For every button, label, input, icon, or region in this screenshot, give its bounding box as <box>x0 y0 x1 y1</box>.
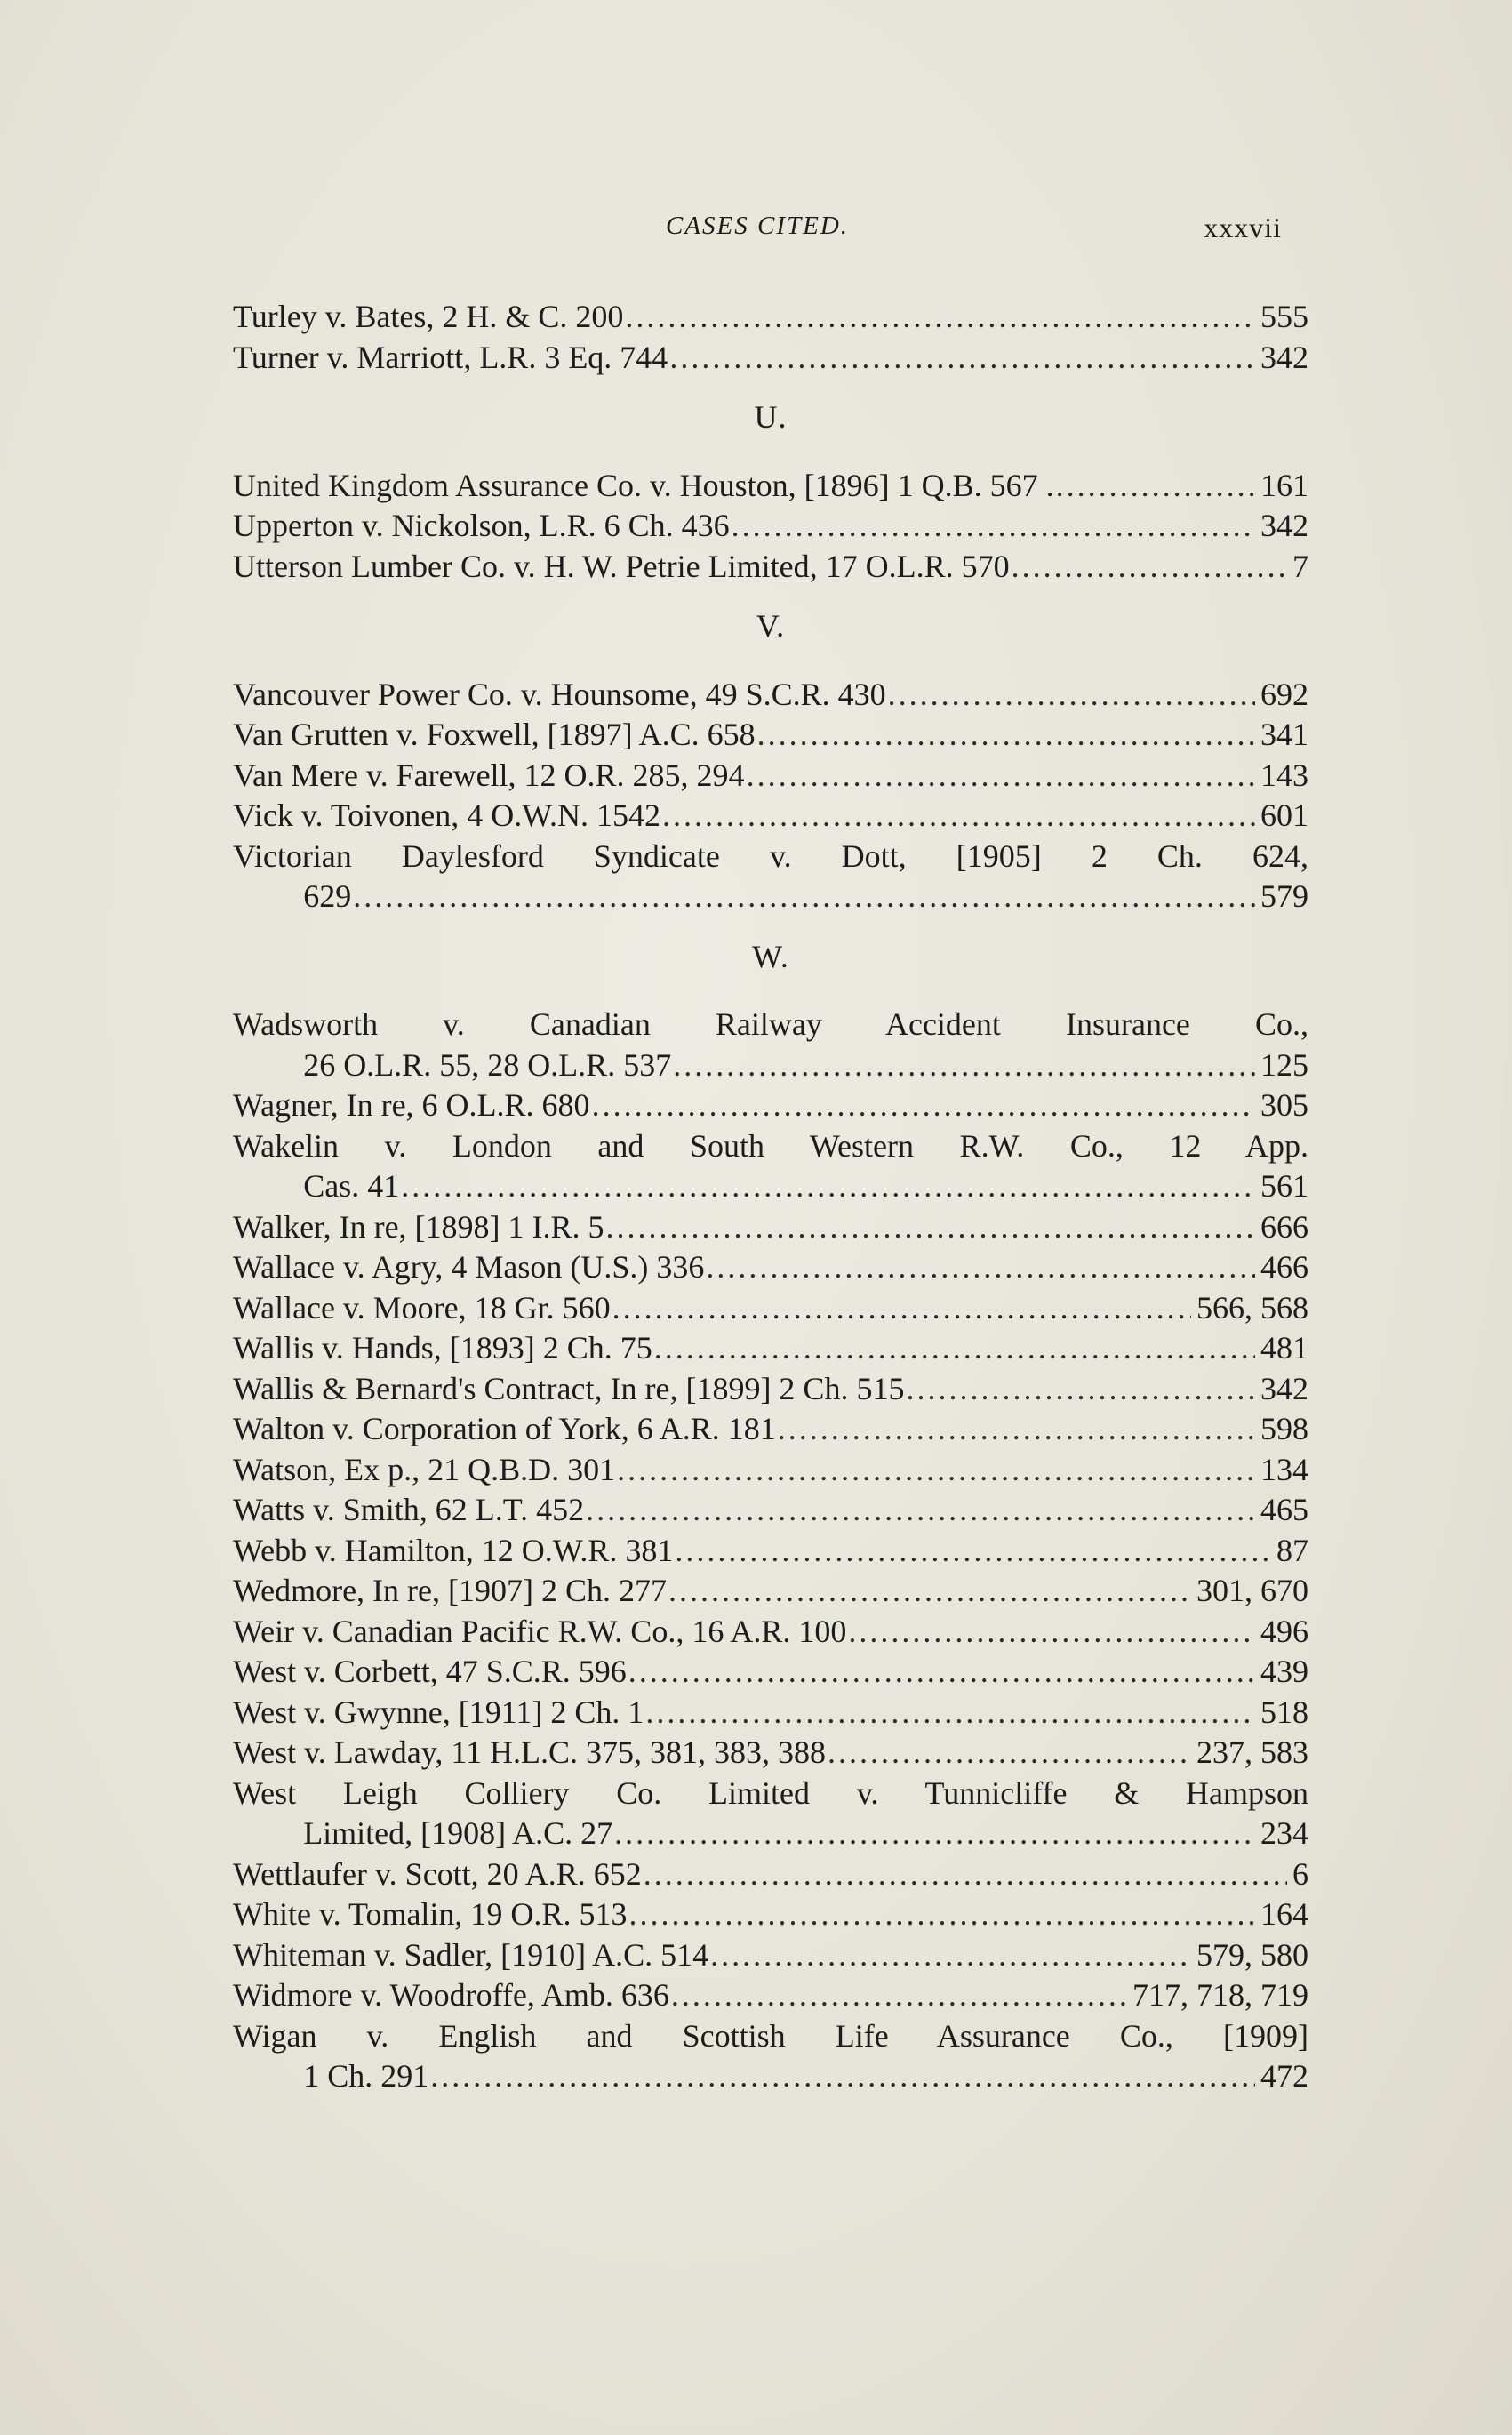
case-text: Victorian Daylesford Syndicate v. Dott, [1905] 2 Ch. 624, <box>233 837 1308 874</box>
case-text: United Kingdom Assurance Co. v. Houston, [1896] 1 Q.B. 567 . <box>233 467 1054 503</box>
page-reference: 87 <box>1276 1532 1308 1568</box>
dot-leader <box>430 2056 1255 2097</box>
page-reference: 579 <box>1260 878 1308 914</box>
case-entry <box>233 1490 1308 1531</box>
page-reference: 496 <box>1260 1613 1308 1649</box>
case-entry <box>233 1126 1308 1207</box>
case-text: West v. Gwynne, [1911] 2 Ch. 1 <box>233 1694 644 1730</box>
case-title-line <box>233 547 1308 588</box>
case-text: Weir v. Canadian Pacific R.W. Co., 16 A.R. 100 <box>233 1613 847 1649</box>
page-reference: 465 <box>1260 1492 1308 1527</box>
case-text: 629 <box>303 878 352 914</box>
case-text: Wakelin v. London and South Western R.W. Co., 12 App. <box>233 1127 1308 1164</box>
dot-leader <box>778 1409 1255 1450</box>
page-reference: 341 <box>1260 717 1308 752</box>
page-reference: 566, 568 <box>1196 1289 1308 1326</box>
page-reference: 237, 583 <box>1196 1734 1308 1770</box>
case-title-line <box>233 297 1308 338</box>
dot-leader <box>614 1814 1255 1854</box>
case-text: Wagner, In re, 6 O.L.R. 680 <box>233 1087 590 1123</box>
case-text: Wadsworth v. Canadian Railway Accident Insurance Co., <box>233 1006 1308 1042</box>
case-text: 1 Ch. 291 <box>303 2058 429 2094</box>
case-entry <box>233 1328 1308 1369</box>
case-text: Wallis v. Hands, [1893] 2 Ch. 75 <box>233 1330 652 1366</box>
case-continuation-line <box>233 2056 1308 2097</box>
case-entry <box>233 1450 1308 1491</box>
case-title-line <box>233 466 1308 507</box>
case-entry <box>233 796 1308 837</box>
dot-leader <box>606 1207 1255 1248</box>
case-text: Whiteman v. Sadler, [1910] A.C. 514 <box>233 1936 709 1973</box>
page-header <box>233 212 1282 256</box>
case-continuation-line <box>233 1045 1308 1086</box>
case-text: Limited, [1908] A.C. 27 <box>303 1815 613 1851</box>
case-text: Vick v. Toivonen, 4 O.W.N. 1542 <box>233 797 660 833</box>
dot-leader <box>732 506 1255 547</box>
page-number: xxxvii <box>1204 212 1282 244</box>
page-reference: 301, 670 <box>1196 1573 1308 1608</box>
case-entry <box>233 1612 1308 1653</box>
dot-leader <box>628 1652 1255 1693</box>
case-text: West v. Lawday, 11 H.L.C. 375, 381, 383, 388 <box>233 1734 827 1770</box>
case-title-line <box>233 796 1308 837</box>
dot-leader <box>662 796 1255 837</box>
page-reference: 518 <box>1260 1694 1308 1730</box>
case-text: Wigan v. English and Scottish Life Assurance Co., [1909] <box>233 2017 1308 2054</box>
dot-leader <box>706 1247 1255 1288</box>
dot-leader <box>757 715 1255 756</box>
page-reference: 342 <box>1260 508 1308 543</box>
case-entry <box>233 547 1308 588</box>
case-entry <box>233 338 1308 379</box>
case-continuation-line <box>233 877 1308 917</box>
dot-leader <box>671 1975 1127 2016</box>
case-title-line <box>233 1409 1308 1450</box>
case-text: Cas. 41 <box>303 1168 400 1204</box>
page-reference: 555 <box>1260 299 1308 334</box>
case-text: Walton v. Corporation of York, 6 A.R. 181 <box>233 1411 776 1446</box>
dot-leader <box>675 1531 1271 1572</box>
case-text: White v. Tomalin, 19 O.R. 513 <box>233 1896 628 1932</box>
page-reference: 717, 718, 719 <box>1132 1977 1308 2013</box>
case-continuation-line <box>233 1814 1308 1854</box>
case-title-line <box>233 1490 1308 1531</box>
dot-leader <box>710 1935 1191 1976</box>
index-section <box>233 937 1308 2097</box>
page-reference: 234 <box>1260 1815 1308 1851</box>
dot-leader <box>586 1490 1255 1531</box>
case-title-line <box>233 756 1308 797</box>
case-title-line <box>233 1774 1308 1814</box>
case-entry <box>233 715 1308 756</box>
index-section <box>233 297 1308 378</box>
case-title-line <box>233 1288 1308 1329</box>
case-text: Watson, Ex p., 21 Q.B.D. 301 <box>233 1451 616 1487</box>
case-title-line <box>233 1369 1308 1410</box>
dot-leader <box>645 1693 1255 1734</box>
case-title-line <box>233 1207 1308 1248</box>
case-entry <box>233 1854 1308 1895</box>
case-entry <box>233 1774 1308 1854</box>
page-reference: 692 <box>1260 676 1308 712</box>
case-text: Walker, In re, [1898] 1 I.R. 5 <box>233 1208 604 1245</box>
case-title-line <box>233 1854 1308 1895</box>
page-reference: 305 <box>1260 1087 1308 1123</box>
case-title-line <box>233 1935 1308 1976</box>
case-entry <box>233 1894 1308 1935</box>
case-entry <box>233 1288 1308 1329</box>
dot-leader <box>669 338 1255 379</box>
case-text: Vancouver Power Co. v. Hounsome, 49 S.C.R. 430 <box>233 676 886 712</box>
dot-leader <box>673 1045 1255 1086</box>
page-reference: 598 <box>1260 1411 1308 1446</box>
case-text: Wedmore, In re, [1907] 2 Ch. 277 <box>233 1573 667 1608</box>
page-reference: 125 <box>1260 1046 1308 1083</box>
case-entry <box>233 1935 1308 1976</box>
case-text: Utterson Lumber Co. v. H. W. Petrie Limited, 17 O.L.R. 570 <box>233 548 1010 584</box>
case-entry <box>233 506 1308 547</box>
case-text: Webb v. Hamilton, 12 O.W.R. 381 <box>233 1532 674 1568</box>
case-entry <box>233 466 1308 507</box>
case-entry <box>233 1409 1308 1450</box>
dot-leader <box>1056 466 1255 507</box>
case-title-line <box>233 506 1308 547</box>
case-title-line <box>233 1126 1308 1167</box>
dot-leader <box>747 756 1255 797</box>
page-reference: 601 <box>1260 797 1308 833</box>
dot-leader <box>625 297 1255 338</box>
page-reference: 161 <box>1260 467 1308 503</box>
case-text: Wallace v. Moore, 18 Gr. 560 <box>233 1289 611 1326</box>
dot-leader <box>628 1894 1255 1935</box>
page-reference: 134 <box>1260 1451 1308 1487</box>
case-title-line <box>233 1894 1308 1935</box>
index-section <box>233 397 1308 587</box>
case-entry <box>233 1693 1308 1734</box>
case-title-line <box>233 715 1308 756</box>
case-entry <box>233 1085 1308 1126</box>
case-entry <box>233 297 1308 338</box>
case-entry <box>233 1369 1308 1410</box>
case-title-line <box>233 1328 1308 1369</box>
section-letter: V. <box>756 608 786 644</box>
dot-leader <box>617 1450 1255 1491</box>
section-letter: W. <box>752 938 789 974</box>
page-reference: 481 <box>1260 1330 1308 1366</box>
case-entry <box>233 756 1308 797</box>
case-text: Turley v. Bates, 2 H. & C. 200 <box>233 299 624 334</box>
case-title-line <box>233 1693 1308 1734</box>
case-continuation-line <box>233 1166 1308 1207</box>
case-entry <box>233 2016 1308 2097</box>
case-text: Upperton v. Nickolson, L.R. 6 Ch. 436 <box>233 508 730 543</box>
case-title-line <box>233 1612 1308 1653</box>
case-entry <box>233 675 1308 716</box>
case-title-line <box>233 1571 1308 1612</box>
case-entry <box>233 837 1308 917</box>
dot-leader <box>401 1166 1255 1207</box>
case-text: Van Mere v. Farewell, 12 O.R. 285, 294 <box>233 757 745 793</box>
case-entry <box>233 1207 1308 1248</box>
case-text: Van Grutten v. Foxwell, [1897] A.C. 658 <box>233 717 756 752</box>
case-entry <box>233 1571 1308 1612</box>
dot-leader <box>1012 547 1287 588</box>
case-title-line <box>233 837 1308 877</box>
case-entry <box>233 1247 1308 1288</box>
page-reference: 466 <box>1260 1249 1308 1285</box>
index-section <box>233 606 1308 917</box>
page-reference: 143 <box>1260 757 1308 793</box>
page-reference: 439 <box>1260 1654 1308 1689</box>
case-text: Turner v. Marriott, L.R. 3 Eq. 744 <box>233 339 668 375</box>
dot-leader <box>828 1733 1191 1774</box>
cases-cited-list <box>233 297 1308 2097</box>
case-title-line <box>233 338 1308 379</box>
case-entry <box>233 1975 1308 2016</box>
page-reference: 579, 580 <box>1196 1936 1308 1973</box>
case-title-line <box>233 1975 1308 2016</box>
case-entry <box>233 1652 1308 1693</box>
case-entry <box>233 1531 1308 1572</box>
dot-leader <box>848 1612 1255 1653</box>
case-title-line <box>233 1531 1308 1572</box>
case-title-line <box>233 1733 1308 1774</box>
page-reference: 666 <box>1260 1208 1308 1245</box>
section-letter: U. <box>754 399 788 435</box>
dot-leader <box>668 1571 1191 1612</box>
case-text: 26 O.L.R. 55, 28 O.L.R. 537 <box>303 1046 672 1083</box>
case-text: West v. Corbett, 47 S.C.R. 596 <box>233 1654 627 1689</box>
case-text: Wallis & Bernard's Contract, In re, [1899] 2 Ch. 515 <box>233 1370 905 1406</box>
case-title-line <box>233 1085 1308 1126</box>
page-reference: 6 <box>1292 1855 1308 1892</box>
dot-leader <box>644 1854 1287 1895</box>
page-reference: 561 <box>1260 1168 1308 1204</box>
dot-leader <box>612 1288 1191 1329</box>
case-title-line <box>233 1005 1308 1045</box>
page-reference: 472 <box>1260 2058 1308 2094</box>
dot-leader <box>654 1328 1255 1369</box>
case-text: Wettlaufer v. Scott, 20 A.R. 652 <box>233 1855 642 1892</box>
case-text: West Leigh Colliery Co. Limited v. Tunnicliffe & Hampson <box>233 1774 1308 1811</box>
page-reference: 7 <box>1292 548 1308 584</box>
dot-leader <box>906 1369 1255 1410</box>
case-text: Wallace v. Agry, 4 Mason (U.S.) 336 <box>233 1249 705 1285</box>
case-title-line <box>233 675 1308 716</box>
case-entry <box>233 1733 1308 1774</box>
case-title-line <box>233 1450 1308 1491</box>
page-reference: 342 <box>1260 1370 1308 1406</box>
case-title-line <box>233 2016 1308 2057</box>
dot-leader <box>592 1085 1255 1126</box>
case-text: Widmore v. Woodroffe, Amb. 636 <box>233 1977 669 2013</box>
case-title-line <box>233 1652 1308 1693</box>
case-text: Watts v. Smith, 62 L.T. 452 <box>233 1492 585 1527</box>
running-title: CASES CITED. <box>665 212 850 240</box>
dot-leader <box>353 877 1255 917</box>
page-reference: 164 <box>1260 1896 1308 1932</box>
dot-leader <box>888 675 1255 716</box>
page-reference: 342 <box>1260 339 1308 375</box>
case-entry <box>233 1005 1308 1085</box>
case-title-line <box>233 1247 1308 1288</box>
